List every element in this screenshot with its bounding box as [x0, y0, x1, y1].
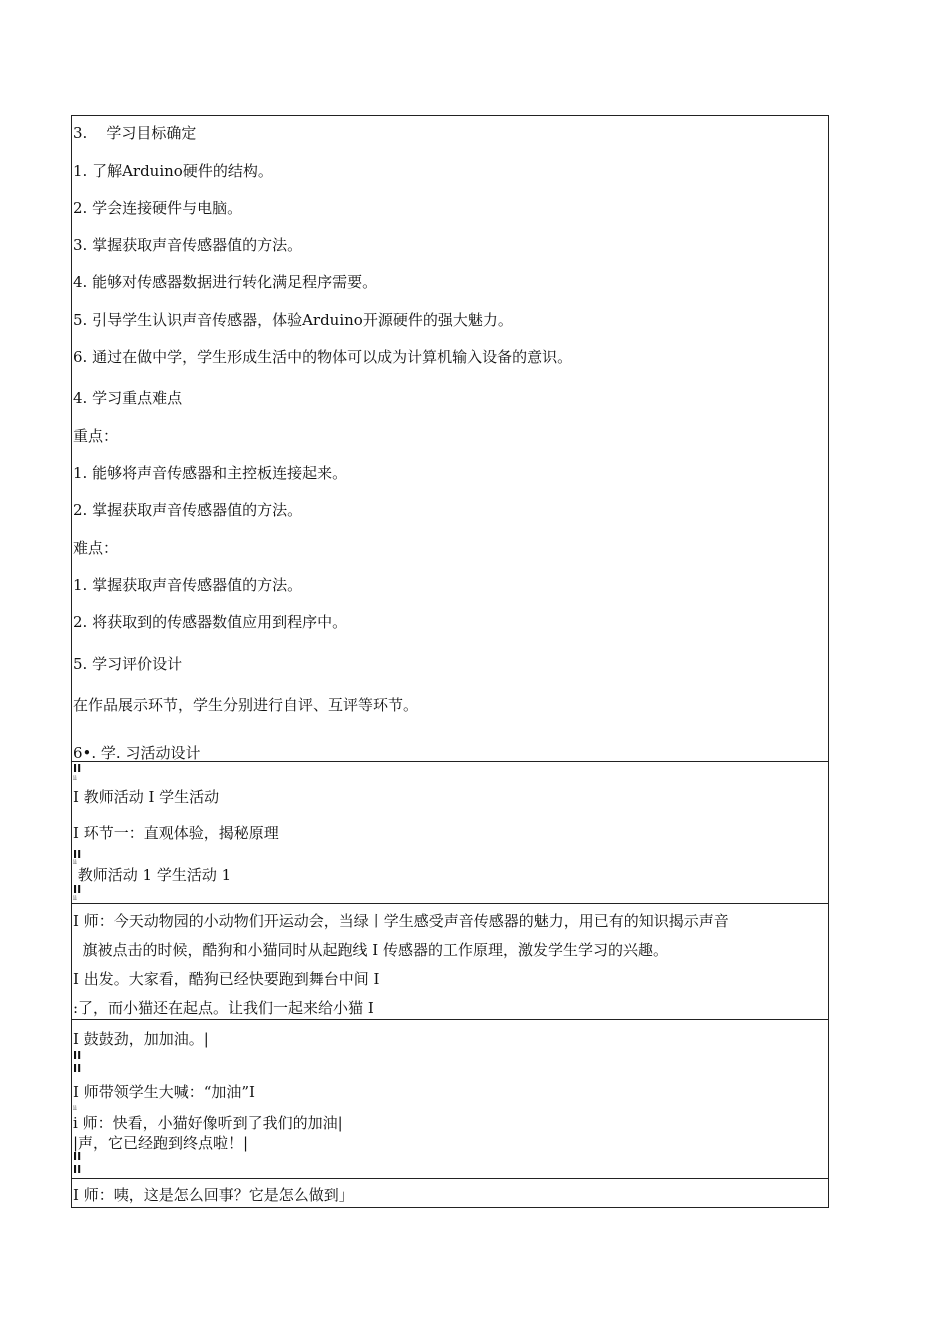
- activity-line-4: :了，而小猫还在起点。让我们一起来给小猫 I: [73, 999, 374, 1017]
- table-mark: II: [73, 1049, 82, 1062]
- objective-item-5: 5. 引导学生认识声音传感器，体验Arduino开源硬件的强大魅力。: [73, 311, 513, 329]
- table-dot: ii: [73, 775, 77, 782]
- activity-line-2: 旗被点击的时候，酷狗和小猫同时从起跑线 I 传感器的工作原理，激发学生学习的兴趣。: [73, 941, 669, 959]
- section3-heading: 3. 学习目标确定: [73, 124, 197, 142]
- table-mark: II: [73, 1150, 82, 1163]
- key-points-label: 重点：: [73, 427, 119, 445]
- table-mark: II: [73, 1163, 82, 1176]
- activity-line-9: I 师：咦，这是怎么回事？它是怎么做到」: [73, 1186, 354, 1204]
- objective-item-2: 2. 学会连接硬件与电脑。: [73, 199, 243, 217]
- table-mark: II: [73, 762, 82, 775]
- table-divider: [71, 761, 829, 762]
- activity-line-6: I 师带领学生大喊：“加油”I: [73, 1083, 255, 1101]
- objective-item-1: 1. 了解Arduino硬件的结构。: [73, 162, 273, 180]
- objective-item-4: 4. 能够对传感器数据进行转化满足程序需要。: [73, 273, 378, 291]
- activity-line-7: i 师：快看，小猫好像听到了我们的加油|: [73, 1114, 343, 1132]
- stage-one-title: I 环节一：直观体验，揭秘原理: [73, 824, 279, 842]
- evaluation-text: 在作品展示环节，学生分别进行自评、互评等环节。: [73, 696, 419, 714]
- objective-item-3: 3. 掌握获取声音传感器值的方法。: [73, 236, 303, 254]
- difficult-point-item-2: 2. 将获取到的传感器数值应用到程序中。: [73, 613, 348, 631]
- difficult-point-item-1: 1. 掌握获取声音传感器值的方法。: [73, 576, 303, 594]
- activity-line-3: I 出发。大家看，酷狗已经快要跑到舞台中间 I: [73, 970, 380, 988]
- key-point-item-1: 1. 能够将声音传感器和主控板连接起来。: [73, 464, 348, 482]
- section4-heading: 4. 学习重点难点: [73, 389, 183, 407]
- table-dot: ii: [73, 1105, 77, 1112]
- activity-header-row-2: 教师活动 1 学生活动 1: [73, 866, 232, 884]
- objective-item-6: 6. 通过在做中学，学生形成生活中的物体可以成为计算机输入设备的意识。: [73, 348, 573, 366]
- table-divider: [71, 1178, 829, 1179]
- section6-heading: 6•. 学. 习活动设计: [73, 744, 201, 762]
- activity-header-row: I 教师活动 I 学生活动: [73, 788, 220, 806]
- table-dot: ii: [73, 859, 77, 866]
- section5-heading: 5. 学习评价设计: [73, 655, 183, 673]
- activity-line-1: I 师：今天动物园的小动物们开运动会，当绿丨学生感受声音传感器的魅力，用已有的知识揭示声音: [73, 912, 729, 930]
- key-point-item-2: 2. 掌握获取声音传感器值的方法。: [73, 501, 303, 519]
- table-divider: [71, 1019, 829, 1020]
- activity-line-8: |声，它已经跑到终点啦！|: [73, 1134, 249, 1152]
- table-mark: II: [73, 1062, 82, 1075]
- table-dot: ii: [73, 895, 77, 902]
- table-mark: II: [73, 848, 82, 861]
- table-mark: II: [73, 883, 82, 896]
- table-divider: [71, 903, 829, 904]
- difficult-points-label: 难点：: [73, 539, 119, 557]
- activity-line-5: I 鼓鼓劲，加加油。|: [73, 1030, 209, 1048]
